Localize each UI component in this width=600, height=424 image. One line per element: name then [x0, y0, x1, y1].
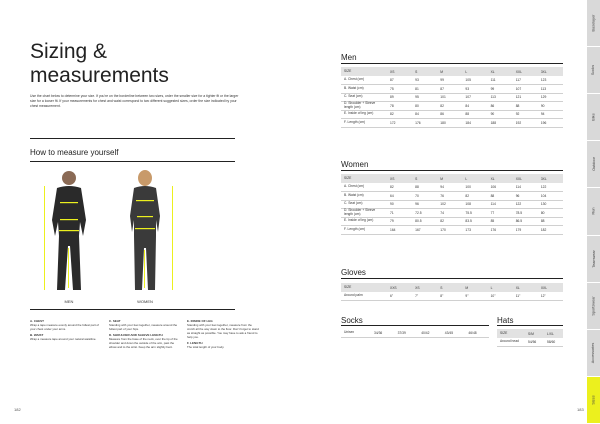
men-label: MEN — [64, 299, 74, 304]
table-cell: 176 — [412, 119, 437, 128]
table-cell: 94 — [538, 110, 563, 119]
table-cell: 93 — [462, 85, 487, 94]
table-cell: 64 — [387, 192, 412, 201]
table-row — [341, 209, 563, 218]
divider — [341, 170, 563, 171]
table-cell: 106 — [488, 183, 513, 192]
page-title — [30, 40, 230, 88]
table-cell: 74 — [437, 209, 462, 218]
column-header-size: SIZE — [341, 174, 387, 183]
tab-sportswear[interactable] — [587, 283, 600, 330]
table-cell: 96 — [412, 200, 437, 209]
intro-text: Use the chart below to determine your size. If you're on the borderline between two sizes, order the smaller size for a tighter fit or the larger size for a looser fit. If your measurements for chest and waist correspond to two different suggested sizes, order the size indicated by your chest measurement. — [30, 94, 239, 108]
table-cell: 179 — [513, 226, 538, 235]
table-cell: 95 — [412, 93, 437, 102]
table-cell: 101 — [437, 93, 462, 102]
notes-column-1 — [30, 319, 102, 341]
table-cell: 172 — [387, 119, 412, 128]
column-header: L — [462, 67, 487, 76]
table-cell: 99 — [488, 85, 513, 94]
table-cell: 11" — [513, 292, 538, 301]
table-cell: 79 — [387, 217, 412, 226]
table-cell: 80 — [412, 102, 437, 111]
row-label: A. Chest (cm) — [341, 183, 387, 192]
table-row — [341, 217, 563, 226]
table-cell: 167 — [412, 226, 437, 235]
column-header: XXL — [513, 67, 538, 76]
note-text: Standing with your feet together, measure around the fullest part of your hips. — [109, 323, 178, 331]
column-header-size: SIZE — [341, 67, 387, 76]
table-cell: 107 — [513, 85, 538, 94]
gloves-section-title: Gloves — [341, 268, 366, 277]
note-heading: E. INSIDE OF LEG — [187, 319, 213, 323]
table-cell: 96 — [513, 192, 538, 201]
tab-label: Sportswear — [591, 296, 596, 316]
table-cell: 86.5 — [513, 217, 538, 226]
table-cell: 108 — [462, 200, 487, 209]
column-header: M — [462, 283, 487, 292]
table-cell: 37/39 — [395, 329, 419, 338]
divider — [341, 63, 563, 64]
column-header: XL — [488, 67, 513, 76]
divider — [30, 138, 235, 139]
table-cell: 70 — [412, 192, 437, 201]
women-section-title: Women — [341, 160, 369, 169]
column-header-size: SIZE — [497, 329, 525, 338]
table-header-row — [341, 283, 563, 292]
notes-column-2 — [109, 319, 181, 349]
table-row — [341, 292, 563, 301]
column-header: 3XL — [538, 174, 563, 183]
row-label: Unisex — [341, 329, 371, 338]
table-cell: 176 — [488, 226, 513, 235]
table-cell: 94 — [437, 183, 462, 192]
tab-teamwear[interactable] — [587, 236, 600, 283]
table-cell: 82 — [387, 183, 412, 192]
table-cell: 100 — [462, 183, 487, 192]
tab-label: Teamwear — [591, 249, 596, 268]
table-cell: 6" — [387, 292, 412, 301]
note-text: Wrap a tape measure evenly around the fullest part of your chest under your arms. — [30, 323, 99, 331]
tab-label: Accessories — [591, 342, 596, 364]
tab-label: Outdoor — [591, 157, 596, 172]
column-header: L/XL — [544, 329, 563, 338]
row-label: Around head — [497, 338, 525, 347]
table-cell: 121 — [513, 93, 538, 102]
column-header: L — [462, 174, 487, 183]
table-cell: 34/36 — [371, 329, 395, 338]
table-cell: 114 — [513, 183, 538, 192]
row-label: Around palm — [341, 292, 387, 301]
row-label: C. Seat (cm) — [341, 93, 387, 102]
divider — [341, 278, 563, 279]
table-cell: 117 — [513, 76, 538, 85]
table-cell: 88 — [538, 217, 563, 226]
row-label: D. Shoulder + Sleeve length (cm) — [341, 209, 387, 218]
divider — [30, 309, 235, 310]
column-header: XXL — [538, 283, 563, 292]
tab-socks[interactable] — [587, 47, 600, 94]
row-label: B. Waist (cm) — [341, 192, 387, 201]
table-cell: 107 — [462, 93, 487, 102]
table-cell: 46/48 — [465, 329, 489, 338]
table-cell: 87 — [437, 85, 462, 94]
table-cell: 170 — [437, 226, 462, 235]
table-cell: 84 — [462, 102, 487, 111]
note-text: Standing with your feet together, measure from the crotch all the way down to the floor. Don't forget to stand as straight as possible. You may have to ask a friend to help you. — [187, 323, 259, 339]
table-cell: 84 — [412, 110, 437, 119]
table-cell: 54/56 — [525, 338, 544, 347]
tab-sizes[interactable] — [587, 377, 600, 424]
table-cell: 92 — [513, 110, 538, 119]
note-heading: A. CHEST — [30, 319, 45, 323]
table-cell: 80.5 — [412, 217, 437, 226]
table-cell: 88 — [462, 110, 487, 119]
row-label: F. Length (cm) — [341, 226, 387, 235]
table-cell: 182 — [538, 226, 563, 235]
title-line-1: Sizing & — [30, 40, 108, 63]
table-cell: 75.5 — [462, 209, 487, 218]
column-header: XL — [488, 174, 513, 183]
table-row — [341, 183, 563, 192]
table-cell: 82 — [462, 192, 487, 201]
divider — [497, 325, 563, 326]
table-cell: 58/60 — [544, 338, 563, 347]
table-cell: 102 — [437, 200, 462, 209]
table-cell: 40/42 — [418, 329, 442, 338]
table-cell: 7" — [412, 292, 437, 301]
table-row — [341, 85, 563, 94]
row-label: E. Inside of leg (cm) — [341, 110, 387, 119]
men-size-table — [341, 67, 563, 128]
table-row — [341, 192, 563, 201]
table-cell: 188 — [488, 119, 513, 128]
tab-outdoor[interactable] — [587, 141, 600, 188]
hats-size-table — [497, 329, 563, 347]
row-label: A. Chest (cm) — [341, 76, 387, 85]
table-cell: 82 — [437, 217, 462, 226]
column-header: XL — [513, 283, 538, 292]
table-row — [341, 110, 563, 119]
column-header: S — [412, 174, 437, 183]
note-heading: D. SHOULDER AND SLEEVE LENGTH — [109, 333, 163, 337]
table-cell: 43/45 — [442, 329, 466, 338]
column-header: M — [437, 67, 462, 76]
table-cell: 85 — [488, 217, 513, 226]
table-cell: 196 — [538, 119, 563, 128]
women-figure — [100, 166, 190, 294]
table-cell: 72.5 — [412, 209, 437, 218]
note-heading: C. SEAT — [109, 319, 121, 323]
tab-label: Baselayer — [591, 14, 596, 32]
column-header: XS — [412, 283, 437, 292]
tab-bike[interactable] — [587, 94, 600, 141]
table-cell: 9" — [462, 292, 487, 301]
table-cell: 10" — [488, 292, 513, 301]
page-number-right: 183 — [577, 407, 584, 412]
row-label: C. Seat (cm) — [341, 200, 387, 209]
table-cell: 82 — [437, 102, 462, 111]
table-header-row — [341, 67, 563, 76]
table-cell: 123 — [538, 76, 563, 85]
table-cell: 82 — [387, 110, 412, 119]
table-row — [341, 329, 489, 338]
table-row — [497, 338, 563, 347]
row-label: E. Inside of leg (cm) — [341, 217, 387, 226]
table-cell: 77 — [488, 209, 513, 218]
table-cell: 90 — [488, 110, 513, 119]
gloves-size-table — [341, 283, 563, 301]
title-line-2: measurements — [30, 64, 169, 87]
table-cell: 78 — [387, 102, 412, 111]
notes-column-3 — [187, 319, 259, 349]
table-cell: 75 — [387, 85, 412, 94]
table-cell: 8" — [437, 292, 462, 301]
tab-label: Sizes — [591, 395, 596, 405]
column-header: S — [412, 67, 437, 76]
table-cell: 89 — [387, 93, 412, 102]
column-header: XS — [387, 67, 412, 76]
table-cell: 99 — [437, 76, 462, 85]
table-cell: 78.5 — [513, 209, 538, 218]
tab-label: Socks — [591, 64, 596, 76]
table-cell: 114 — [488, 200, 513, 209]
tab-baselayer[interactable] — [587, 0, 600, 47]
table-header-row — [341, 174, 563, 183]
table-cell: 180 — [437, 119, 462, 128]
table-cell: 164 — [387, 226, 412, 235]
table-cell: 113 — [488, 93, 513, 102]
table-cell: 90 — [538, 102, 563, 111]
table-cell: 88 — [412, 183, 437, 192]
column-header: 3XL — [538, 67, 563, 76]
row-label: D. Shoulder + Sleeve length (cm) — [341, 102, 387, 111]
howto-heading: How to measure yourself — [30, 148, 119, 157]
page-number-left: 182 — [14, 407, 21, 412]
table-cell: 12" — [538, 292, 563, 301]
note-heading: B. WAIST — [30, 333, 44, 337]
table-cell: 113 — [538, 85, 563, 94]
table-cell: 184 — [462, 119, 487, 128]
table-cell: 88 — [513, 102, 538, 111]
table-cell: 173 — [462, 226, 487, 235]
table-cell: 76 — [437, 192, 462, 201]
table-cell: 129 — [538, 93, 563, 102]
men-section-title: Men — [341, 53, 357, 62]
table-cell: 88 — [488, 192, 513, 201]
column-header: M — [437, 174, 462, 183]
women-size-table — [341, 174, 563, 235]
table-header-row — [497, 329, 563, 338]
tab-label: Run — [591, 208, 596, 215]
divider — [341, 325, 489, 326]
table-cell: 86 — [488, 102, 513, 111]
tab-label: Bike — [591, 113, 596, 121]
section-tabs — [587, 0, 600, 424]
table-row — [341, 226, 563, 235]
column-header: XS — [387, 174, 412, 183]
table-row — [341, 119, 563, 128]
table-row — [341, 102, 563, 111]
tab-run[interactable] — [587, 188, 600, 235]
socks-size-table — [341, 329, 489, 338]
column-header: XXL — [513, 174, 538, 183]
table-cell: 87 — [387, 76, 412, 85]
socks-section-title: Socks — [341, 316, 363, 325]
note-text: Wrap a measure tape around your natural waistline. — [30, 337, 97, 341]
table-cell: 81 — [412, 85, 437, 94]
row-label: B. Waist (cm) — [341, 85, 387, 94]
table-cell: 111 — [488, 76, 513, 85]
column-header: XXS — [387, 283, 412, 292]
table-cell: 80 — [538, 209, 563, 218]
table-cell: 83.5 — [462, 217, 487, 226]
table-row — [341, 76, 563, 85]
column-header: L — [488, 283, 513, 292]
table-cell: 122 — [538, 183, 563, 192]
table-cell: 130 — [538, 200, 563, 209]
table-cell: 71 — [387, 209, 412, 218]
divider — [30, 161, 235, 162]
hats-section-title: Hats — [497, 316, 514, 325]
table-cell: 86 — [437, 110, 462, 119]
table-cell: 192 — [513, 119, 538, 128]
women-label: WOMEN — [137, 299, 153, 304]
column-header: S — [437, 283, 462, 292]
tab-accessories[interactable] — [587, 330, 600, 377]
column-header-size: SIZE — [341, 283, 387, 292]
table-cell: 105 — [462, 76, 487, 85]
row-label: F. Length (cm) — [341, 119, 387, 128]
table-cell: 93 — [412, 76, 437, 85]
table-cell: 122 — [513, 200, 538, 209]
note-text: The total length of your body. — [187, 345, 225, 349]
note-text: Measure from the base of the neck, over the tip of the shoulder and down the outside of the arm, past the elbow and to the wrist. Keep the arm slightly bent. — [109, 337, 178, 349]
table-cell: 90 — [387, 200, 412, 209]
column-header: S/M — [525, 329, 544, 338]
note-heading: F. LENGTH — [187, 341, 203, 345]
table-cell: 104 — [538, 192, 563, 201]
